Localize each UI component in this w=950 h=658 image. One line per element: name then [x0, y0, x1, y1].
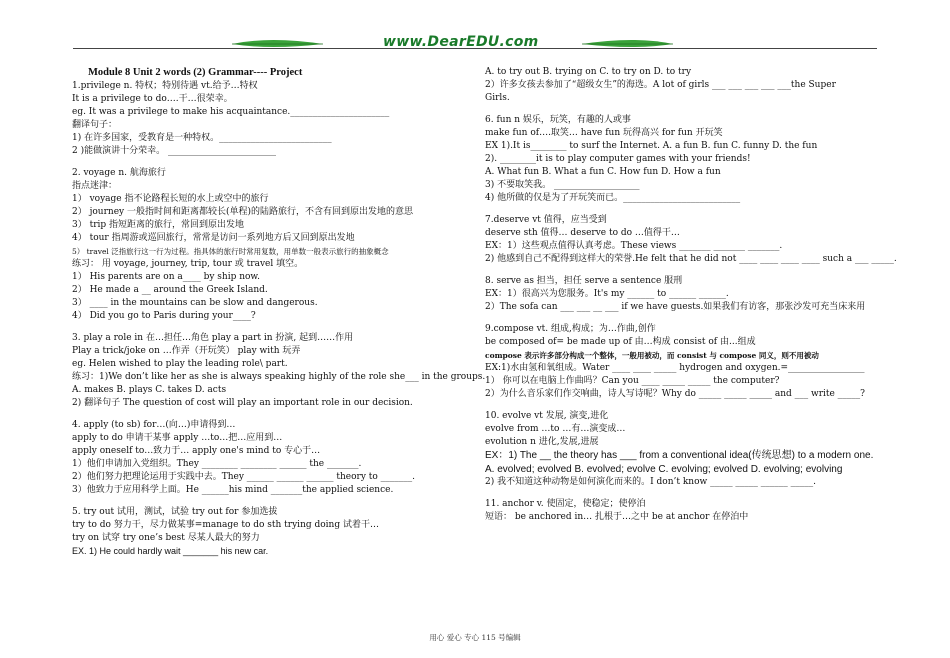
page-footer: 用心 爱心 专心 115 号编辑 [429, 633, 521, 642]
paragraph-gap [72, 323, 462, 332]
text-line: 7.deserve vt 值得，应当受到 [485, 215, 607, 225]
text-line: Girls. [485, 93, 510, 103]
text-line: deserve sth 值得… deserve to do …值得干… [485, 228, 680, 238]
text-line: 2). ________it is to play computer games with your friends! [485, 154, 751, 164]
text-line: A. evolved; evolved B. evolved; evolve C. evolving; evolved D. evolving; evolving [485, 463, 843, 475]
text-line: EX：1）很高兴为您服务。It's my ______ to ______ ______. [485, 289, 729, 299]
text-line: 4) 他所做的仅是为了开玩笑而已。__________________________ [485, 193, 741, 203]
paragraph-gap [72, 410, 462, 419]
right-column [485, 66, 897, 524]
text-line: 2）为什么音乐家们作交响曲，诗人写诗呢？Why do _____ _____ _____ and ___ write _____? [485, 389, 866, 399]
paragraph-gap [485, 489, 880, 498]
text-line: 2） He made a __ around the Greek Island. [72, 285, 268, 295]
text-line: 5） travel 泛指旅行这一行为过程。指具体的旅行时常用复数，用单数一般表示旅行的抽象概念 [72, 247, 389, 256]
text-line: apply to do 申请干某事 apply …to…把…应用到… [72, 433, 283, 443]
paragraph-gap [72, 158, 462, 167]
paragraph-gap [485, 266, 880, 275]
text-line: EX:1)水由氢和氧组成。Water ____ ____ _____ hydrogen and oxygen.=_________________ [485, 363, 865, 373]
text-line: try to do 努力干，尽力做某事=manage to do sth trying doing 试着干… [72, 520, 379, 530]
text-line: 1）他们申请加入党组织。They ________ ________ ______ the _______. [72, 459, 362, 469]
page-header [0, 0, 950, 60]
text-line: 2. voyage n. 航海旅行 [72, 168, 166, 178]
paragraph-gap [485, 205, 880, 214]
text-line: 1） voyage 指不论路程长短的水上或空中的旅行 [72, 194, 269, 204]
text-line: 2） journey 一般指时间和距离都较长(单程)的陆路旅行，不含有回到原出发地的意思 [72, 207, 413, 217]
text-line: 指点迷津： [72, 181, 118, 191]
text-line: 1) 在许多国家，受教育是一种特权。_________________________ [72, 133, 332, 143]
text-line: 4） Did you go to Paris during your____? [72, 311, 256, 321]
text-line: apply oneself to…致力于… apply one's mind to 专心于… [72, 446, 321, 456]
text-line: 2）许多女孩去参加了“超级女生”的海选。A lot of girls ___ ___ ___ ___ ___the Super [485, 80, 836, 90]
text-line: EX 1).It is________ to surf the Internet. A. a fun B. fun C. funny D. the fun [485, 141, 818, 151]
paragraph-gap [485, 314, 880, 323]
text-line: 短语： be anchored in… 扎根于…之中 be at anchor 在停泊中 [485, 512, 749, 522]
text-line: 3） trip 指短距离的旅行，常回到原出发地 [72, 220, 245, 230]
text-line: 3. play a role in 在…担任…角色 play a part in 扮演, 起到……作用 [72, 333, 354, 343]
text-line: A. to try out B. trying on C. to try on D. to try [485, 67, 692, 77]
text-line: make fun of….取笑… have fun 玩得高兴 for fun 开玩笑 [485, 128, 723, 138]
text-line: 2) 他感到自己不配得到这样大的荣誉.He felt that he did not ____ ____ ____ ____ such a ___ _____. [485, 254, 897, 264]
site-logo[interactable]: www.DearEDU.com [383, 34, 539, 50]
text-line: evolution n 进化,发展,进展 [485, 437, 599, 447]
left-column [72, 66, 486, 558]
text-line: 3） ____ in the mountains can be slow and dangerous. [72, 298, 318, 308]
text-line: 1） His parents are on a____ by ship now. [72, 272, 260, 282]
text-line: 10. evolve vt 发展, 演变,进化 [485, 411, 609, 421]
text-line: 1.privilege n. 特权；特别待遇 vt.给予…特权 [72, 81, 258, 91]
paragraph-gap [485, 105, 880, 114]
text-line: eg. It was a privilege to make his acquaintance.______________________ [72, 107, 390, 117]
text-line: 8. serve as 担当，担任 serve a sentence 服刑 [485, 276, 683, 286]
left-column-lines [72, 80, 486, 558]
paragraph-gap [72, 497, 462, 506]
paragraph-gap [485, 401, 880, 410]
header-rule [73, 48, 877, 49]
text-line: 2 )能做演讲十分荣幸。 ________________________ [72, 146, 276, 156]
right-column-lines [485, 66, 897, 524]
text-line: try on 试穿 try one’s best 尽某人最大的努力 [72, 533, 260, 543]
text-line: It is a privilege to do….干…很荣幸。 [72, 94, 233, 104]
text-line: EX：1) The __ the theory has ___ from a conventional idea(传统思想) to a modern one. [485, 450, 874, 461]
text-line: EX. 1) He could hardly wait _______ his new car. [72, 546, 269, 556]
text-line: 2）他们努力把理论运用于实践中去。They ______ ______ ______ theory to _______. [72, 472, 416, 482]
text-line: evolve from …to …有…演变成… [485, 424, 626, 434]
text-line: 2) 我不知道这种动物是如何演化而来的。I don’t know _____ _____ ______ _____. [485, 477, 817, 487]
text-line: be composed of= be made up of 由…构成 consist of 由...组成 [485, 337, 756, 347]
text-line: 练习：1)We don’t like her as she is always speaking highly of the role she___ in the groups. [72, 372, 486, 382]
document-title: Module 8 Unit 2 words (2) Grammar---- Project [88, 67, 303, 78]
text-line: eg. Helen wished to play the leading role\ part. [72, 359, 288, 369]
text-line: 4） tour 指周游或巡回旅行，常常是访问一系列地方后又回到原出发地 [72, 233, 355, 243]
text-line: Play a trick/joke on …作弄（开玩笑） play with 玩弄 [72, 346, 301, 356]
text-line: 翻译句子： [72, 120, 118, 130]
text-line: compose 表示许多部分构成一个整体，一般用被动，而 consist 与 compose 同义，则不用被动 [485, 351, 819, 360]
text-line: 1） 你可以在电脑上作曲吗？Can you ____ _____ _____ the computer? [485, 376, 780, 386]
text-line: 3) 不要取笑我。 ___________________ [485, 180, 640, 190]
text-line: 2）The sofa can ___ ___ __ ___ if we have guests.如果我们有访客，那张沙发可充当床来用 [485, 302, 866, 312]
text-line: 5. try out 试用，测试，试验 try out for 参加选拔 [72, 507, 278, 517]
text-line: 练习： 用 voyage, journey, trip, tour 或 travel 填空。 [72, 259, 304, 269]
text-line: 4. apply (to sb) for…(向…)申请得到… [72, 420, 236, 430]
text-line: 6. fun n 娱乐，玩笑，有趣的人或事 [485, 115, 631, 125]
text-line: 2) 翻译句子 The question of cost will play an important role in our decision. [72, 398, 413, 408]
text-line: 11. anchor v. 使固定，使稳定；使停泊 [485, 499, 646, 509]
text-line: A. makes B. plays C. takes D. acts [72, 385, 227, 395]
text-line: 9.compose vt. 组成,构成；为…作曲,创作 [485, 324, 656, 334]
text-line: A. What fun B. What a fun C. How fun D. How a fun [485, 167, 721, 177]
text-line: 3）他致力于应用科学上面。He ______his mind _______the applied science. [72, 485, 394, 495]
text-line: EX：1）这些观点值得认真考虑。These views _______ _______ _______. [485, 241, 783, 251]
